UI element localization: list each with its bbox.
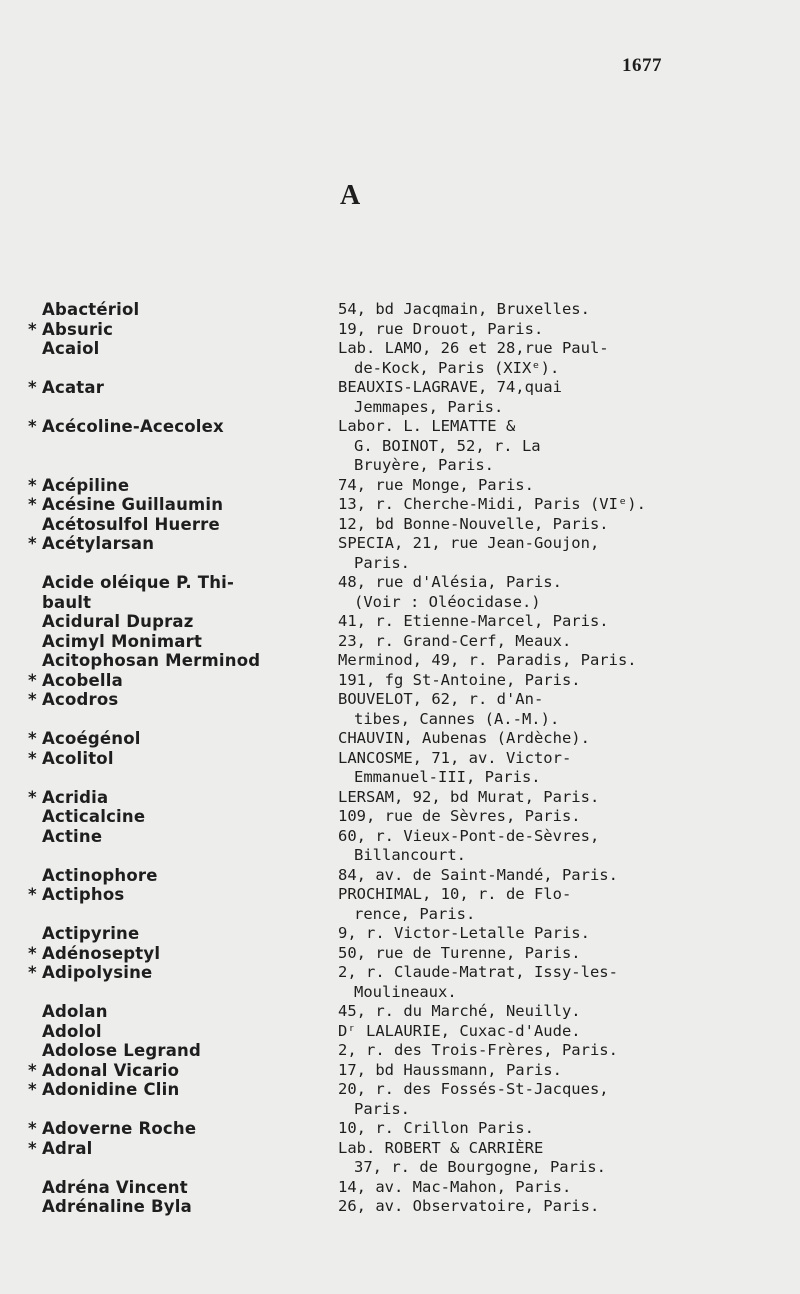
- product-name-line: Acécoline-Acecolex: [42, 417, 224, 436]
- product-name-line: Acodros: [42, 690, 119, 709]
- registered-mark: *: [28, 495, 37, 514]
- directory-entry: [28, 1022, 688, 1042]
- product-name-line: Adolan: [42, 1002, 108, 1021]
- directory-entry: [28, 1119, 688, 1139]
- address-line: 14, av. Mac-Mahon, Paris.: [338, 1177, 572, 1196]
- product-name-line: Actiphos: [42, 885, 125, 904]
- product-name-line: Acitophosan Merminod: [42, 651, 261, 670]
- directory-entry: [28, 944, 688, 964]
- registered-mark: *: [28, 417, 37, 436]
- directory-entry: [28, 788, 688, 808]
- product-name-line: Acimyl Monimart: [42, 631, 203, 651]
- page-number: 1677: [622, 55, 662, 76]
- address-line: Labor. L. LEMATTE &: [338, 417, 516, 435]
- product-name-line: Acolitol: [42, 748, 114, 768]
- directory-entry: [28, 1139, 688, 1178]
- registered-mark: *: [28, 885, 37, 904]
- product-name-line: Actinophore: [42, 865, 158, 885]
- directory-entry: [28, 885, 688, 924]
- address-line: Lab. LAMO, 26 et 28,rue Paul-: [338, 339, 609, 357]
- manufacturer-address: [338, 690, 683, 729]
- manufacturer-address: [338, 1080, 683, 1119]
- address-line: 41, r. Etienne-Marcel, Paris.: [338, 612, 609, 630]
- product-name: [28, 378, 338, 398]
- product-name: [28, 651, 338, 671]
- product-name: [28, 534, 338, 554]
- product-name-line: Adolose Legrand: [42, 1041, 202, 1060]
- address-line: 10, r. Crillon Paris.: [338, 1119, 534, 1137]
- address-line: LERSAM, 92, bd Murat, Paris.: [338, 787, 600, 806]
- registered-mark: *: [28, 1060, 37, 1080]
- directory-entry: [28, 690, 688, 729]
- product-name-line: Adréna Vincent: [42, 1177, 188, 1197]
- product-name: [28, 1080, 338, 1100]
- directory-entry: [28, 573, 688, 612]
- product-name: [28, 729, 338, 749]
- product-name-line: Adolol: [42, 1021, 102, 1041]
- manufacturer-address: [338, 1178, 683, 1198]
- address-line: Paris.: [354, 553, 410, 572]
- product-name: [28, 1041, 338, 1061]
- directory-entry: [28, 1178, 688, 1198]
- address-line: 191, fg St-Antoine, Paris.: [338, 670, 581, 689]
- address-line: Moulineaux.: [354, 982, 457, 1001]
- product-name: [28, 495, 338, 515]
- product-name-line: Absuric: [42, 319, 114, 339]
- directory-entry: [28, 866, 688, 886]
- directory-entry: [28, 339, 688, 378]
- product-name-line: Adral: [42, 1138, 93, 1158]
- address-line: CHAUVIN, Aubenas (Ardèche).: [338, 729, 590, 747]
- manufacturer-address: [338, 632, 683, 652]
- product-name: [28, 1178, 338, 1198]
- address-line: 17, bd Haussmann, Paris.: [338, 1060, 562, 1079]
- product-name: [28, 671, 338, 691]
- address-line: 109, rue de Sèvres, Paris.: [338, 807, 581, 825]
- manufacturer-address: [338, 515, 683, 535]
- address-line: LANCOSME, 71, av. Victor-: [338, 748, 572, 767]
- product-name: [28, 827, 338, 847]
- manufacturer-address: [338, 827, 683, 866]
- directory-entry: [28, 807, 688, 827]
- address-line: 84, av. de Saint-Mandé, Paris.: [338, 865, 618, 884]
- directory-entry: [28, 729, 688, 749]
- directory-entry: [28, 1061, 688, 1081]
- directory-entry: [28, 417, 688, 476]
- product-name-line: Acidural Dupraz: [42, 612, 194, 631]
- manufacturer-address: [338, 1041, 683, 1061]
- manufacturer-address: [338, 476, 683, 496]
- directory-entry: [28, 1041, 688, 1061]
- manufacturer-address: [338, 495, 683, 515]
- registered-mark: *: [28, 1119, 37, 1138]
- registered-mark: *: [28, 963, 37, 982]
- address-line: 48, rue d'Alésia, Paris.: [338, 573, 562, 591]
- product-name-line: Acoégénol: [42, 729, 141, 748]
- address-line: (Voir : Oléocidase.): [354, 592, 541, 611]
- product-name-line: Actipyrine: [42, 924, 140, 943]
- product-name-line: Acobella: [42, 670, 123, 690]
- directory-entry: [28, 1197, 688, 1217]
- directory-entry: [28, 476, 688, 496]
- address-line: 12, bd Bonne-Nouvelle, Paris.: [338, 514, 609, 533]
- manufacturer-address: [338, 651, 683, 671]
- directory-entry: [28, 924, 688, 944]
- address-line: Paris.: [354, 1099, 410, 1118]
- directory-entry: [28, 612, 688, 632]
- manufacturer-address: [338, 749, 683, 788]
- product-name: [28, 476, 338, 496]
- product-name: [28, 944, 338, 964]
- address-line: 19, rue Drouot, Paris.: [338, 319, 544, 338]
- directory-entry: [28, 1080, 688, 1119]
- product-name: [28, 339, 338, 359]
- directory-entry: [28, 1002, 688, 1022]
- address-line: 20, r. des Fossés-St-Jacques,: [338, 1080, 609, 1098]
- address-line: 37, r. de Bourgogne, Paris.: [354, 1158, 606, 1176]
- registered-mark: *: [28, 378, 37, 397]
- product-name-line: Acide oléique P. Thi-: [42, 573, 235, 592]
- product-name-line: Acépiline: [42, 475, 130, 495]
- address-line: 60, r. Vieux-Pont-de-Sèvres,: [338, 826, 600, 845]
- manufacturer-address: [338, 1139, 683, 1178]
- product-name-line: Adénoseptyl: [42, 943, 161, 963]
- product-name-line: Acticalcine: [42, 807, 146, 826]
- product-name: [28, 1139, 338, 1159]
- address-line: SPECIA, 21, rue Jean-Goujon,: [338, 534, 600, 552]
- product-name: [28, 300, 338, 320]
- address-line: 9, r. Victor-Letalle Paris.: [338, 924, 590, 942]
- product-name: [28, 612, 338, 632]
- address-line: Lab. ROBERT & CARRIÈRE: [338, 1138, 544, 1157]
- product-name: [28, 866, 338, 886]
- product-name: [28, 807, 338, 827]
- product-name: [28, 320, 338, 340]
- product-name-line: Adoverne Roche: [42, 1119, 197, 1138]
- manufacturer-address: [338, 944, 683, 964]
- manufacturer-address: [338, 1061, 683, 1081]
- product-name: [28, 690, 338, 710]
- manufacturer-address: [338, 963, 683, 1002]
- address-line: 54, bd Jacqmain, Bruxelles.: [338, 300, 590, 318]
- product-name: [28, 885, 338, 905]
- address-line: PROCHIMAL, 10, r. de Flo-: [338, 885, 572, 903]
- address-line: Emmanuel-III, Paris.: [354, 768, 541, 786]
- address-line: 50, rue de Turenne, Paris.: [338, 943, 581, 962]
- address-line: 74, rue Monge, Paris.: [338, 475, 534, 494]
- directory-entry: [28, 749, 688, 788]
- address-line: Jemmapes, Paris.: [354, 397, 504, 416]
- product-name: [28, 632, 338, 652]
- registered-mark: *: [28, 748, 37, 768]
- manufacturer-address: [338, 807, 683, 827]
- address-line: 2, r. Claude-Matrat, Issy-les-: [338, 963, 618, 981]
- product-name-line: Acésine Guillaumin: [42, 495, 224, 514]
- address-line: 13, r. Cherche-Midi, Paris (VIᵉ).: [338, 495, 646, 513]
- manufacturer-address: [338, 339, 683, 378]
- directory-entry: [28, 495, 688, 515]
- registered-mark: *: [28, 1080, 37, 1099]
- address-line: Merminod, 49, r. Paradis, Paris.: [338, 651, 637, 669]
- product-name-line: Adonal Vicario: [42, 1060, 180, 1080]
- address-line: G. BOINOT, 52, r. La: [354, 436, 541, 455]
- product-name: [28, 963, 338, 983]
- address-line: Billancourt.: [354, 846, 466, 864]
- product-name: [28, 573, 338, 612]
- registered-mark: *: [28, 1138, 37, 1158]
- manufacturer-address: [338, 300, 683, 320]
- address-line: tibes, Cannes (A.-M.).: [354, 709, 560, 728]
- directory-entry: [28, 671, 688, 691]
- directory-entry: [28, 963, 688, 1002]
- manufacturer-address: [338, 1119, 683, 1139]
- directory-entry: [28, 300, 688, 320]
- manufacturer-address: [338, 1002, 683, 1022]
- registered-mark: *: [28, 670, 37, 690]
- manufacturer-address: [338, 924, 683, 944]
- product-name: [28, 515, 338, 535]
- manufacturer-address: [338, 573, 683, 612]
- product-name-line: Adipolysine: [42, 963, 153, 982]
- product-name: [28, 1061, 338, 1081]
- product-name-line: Acridia: [42, 787, 109, 807]
- section-letter-heading: A: [340, 180, 361, 211]
- manufacturer-address: [338, 729, 683, 749]
- product-name-line: Abactériol: [42, 300, 140, 319]
- product-name: [28, 1002, 338, 1022]
- registered-mark: *: [28, 319, 37, 339]
- directory-entry: [28, 827, 688, 866]
- product-name: [28, 788, 338, 808]
- directory-entry: [28, 320, 688, 340]
- directory-entry: [28, 534, 688, 573]
- product-name-line: Adrénaline Byla: [42, 1197, 192, 1216]
- manufacturer-address: [338, 788, 683, 808]
- directory-entry: [28, 515, 688, 535]
- product-name: [28, 1119, 338, 1139]
- product-name: [28, 1197, 338, 1217]
- registered-mark: *: [28, 475, 37, 495]
- address-line: 2, r. des Trois-Frères, Paris.: [338, 1041, 618, 1059]
- registered-mark: *: [28, 690, 37, 709]
- product-name: [28, 1022, 338, 1042]
- manufacturer-address: [338, 378, 683, 417]
- address-line: Bruyère, Paris.: [354, 456, 494, 474]
- address-line: 26, av. Observatoire, Paris.: [338, 1197, 600, 1215]
- product-name-line: Acétylarsan: [42, 534, 155, 553]
- directory-entry-list: [28, 300, 688, 1217]
- manufacturer-address: [338, 612, 683, 632]
- product-name-line: bault: [42, 592, 92, 612]
- manufacturer-address: [338, 320, 683, 340]
- manufacturer-address: [338, 1022, 683, 1042]
- manufacturer-address: [338, 885, 683, 924]
- product-name: [28, 924, 338, 944]
- address-line: rence, Paris.: [354, 904, 476, 923]
- product-name: [28, 749, 338, 769]
- registered-mark: *: [28, 787, 37, 807]
- address-line: de-Kock, Paris (XIXᵉ).: [354, 358, 560, 377]
- manufacturer-address: [338, 1197, 683, 1217]
- directory-entry: [28, 632, 688, 652]
- product-name-line: Adonidine Clin: [42, 1080, 180, 1099]
- directory-entry: [28, 651, 688, 671]
- manufacturer-address: [338, 671, 683, 691]
- directory-entry: [28, 378, 688, 417]
- product-name-line: Acétosulfol Huerre: [42, 514, 220, 534]
- manufacturer-address: [338, 866, 683, 886]
- product-name-line: Acatar: [42, 378, 105, 397]
- manufacturer-address: [338, 417, 683, 476]
- address-line: BOUVELOT, 62, r. d'An-: [338, 690, 544, 708]
- product-name-line: Acaiol: [42, 339, 100, 358]
- product-name-line: Actine: [42, 826, 103, 846]
- manufacturer-address: [338, 534, 683, 573]
- registered-mark: *: [28, 534, 37, 553]
- registered-mark: *: [28, 729, 37, 748]
- address-line: 23, r. Grand-Cerf, Meaux.: [338, 631, 572, 650]
- product-name: [28, 417, 338, 437]
- address-line: BEAUXIS-LAGRAVE, 74,quai: [338, 378, 562, 396]
- registered-mark: *: [28, 943, 37, 963]
- address-line: 45, r. du Marché, Neuilly.: [338, 1002, 581, 1020]
- address-line: Dʳ LALAURIE, Cuxac-d'Aude.: [338, 1021, 581, 1040]
